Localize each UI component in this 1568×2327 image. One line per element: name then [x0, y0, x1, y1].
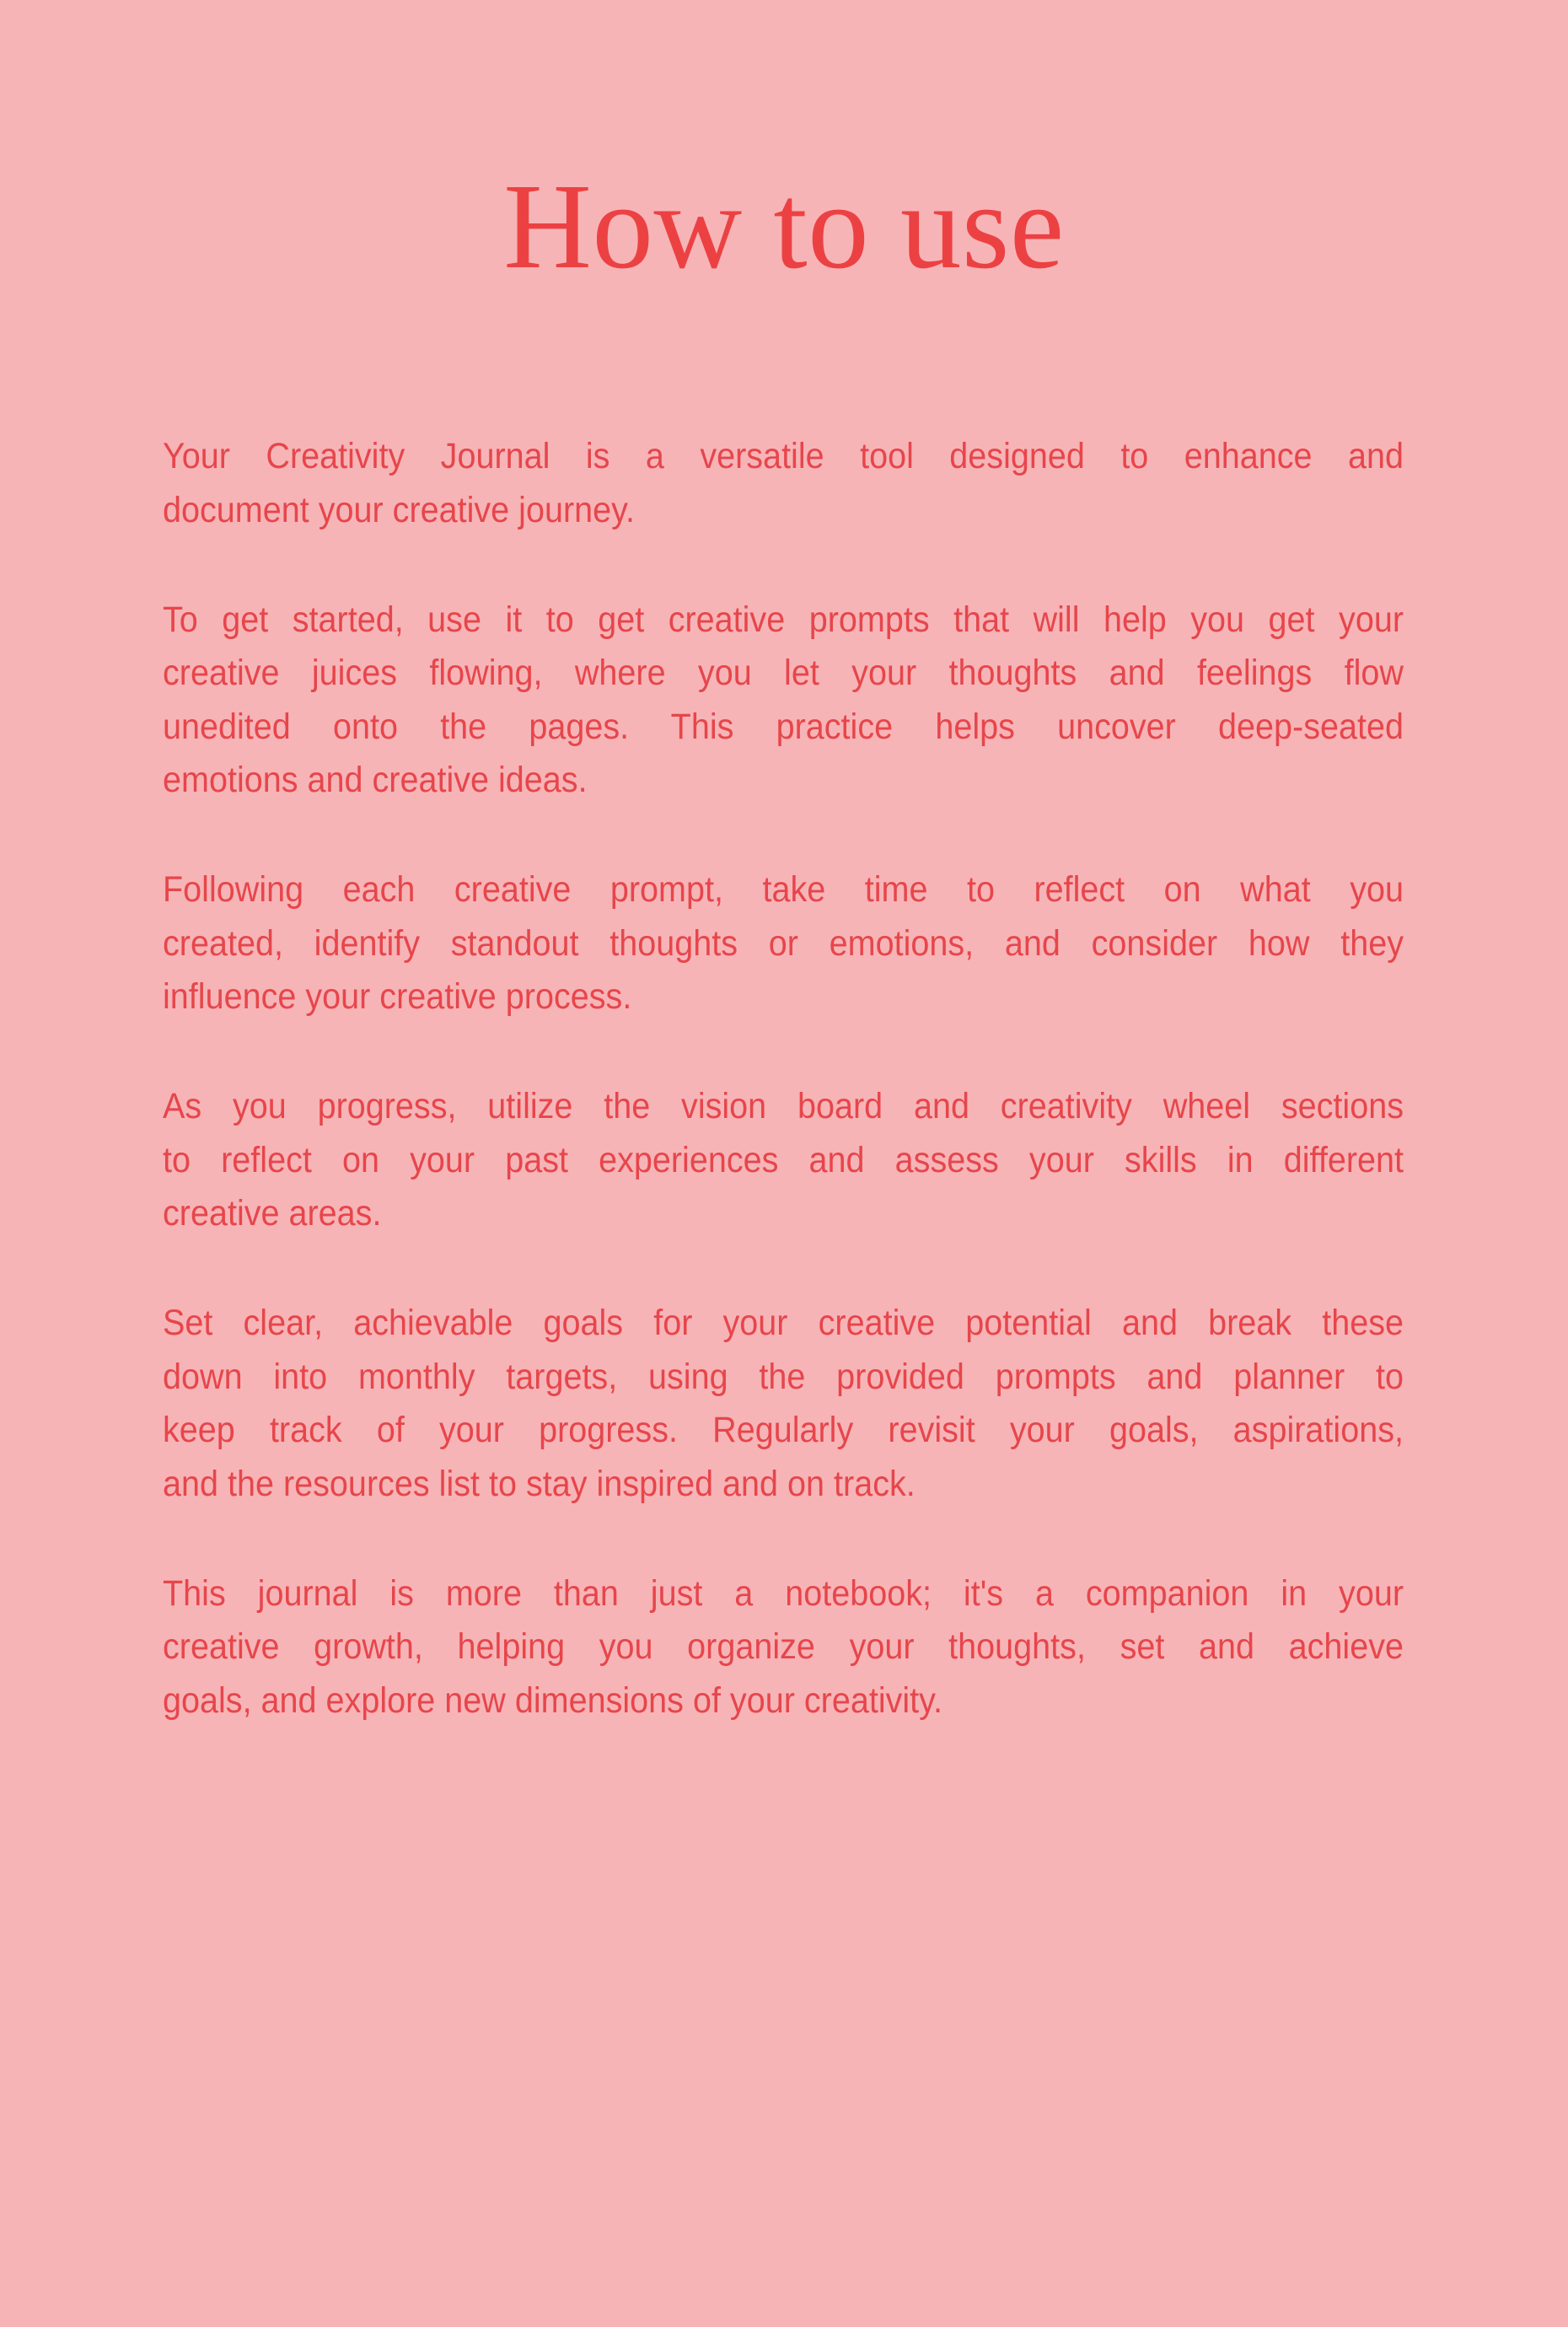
text-line: To get started, use it to get creative prompts that will help you get your [163, 599, 1404, 640]
text-line: down into monthly targets, using the provided prompts and planner to [163, 1356, 1404, 1397]
text-line: unedited onto the pages. This practice helps uncover deep-seated [163, 706, 1404, 747]
paragraph-progress [163, 1080, 1404, 1241]
instructions-body [163, 430, 1404, 1784]
page-title: How to use [503, 159, 1065, 294]
text-line: This journal is more than just a notebook; it's a companion in your [163, 1572, 1404, 1614]
text-line: emotions and creative ideas. [163, 760, 588, 800]
text-line: keep track of your progress. Regularly revisit your goals, aspirations, [163, 1410, 1404, 1450]
text-line: creative areas. [163, 1193, 382, 1233]
paragraph-intro [163, 430, 1404, 537]
text-line: Following each creative prompt, take time to reflect on what you [163, 869, 1404, 910]
text-line: goals, and explore new dimensions of your creativity. [163, 1679, 943, 1721]
text-line: influence your creative process. [163, 976, 632, 1017]
text-line: creative growth, helping you organize your thoughts, set and achieve [163, 1626, 1404, 1667]
paragraph-goals [163, 1297, 1404, 1511]
paragraph-closing [163, 1567, 1404, 1728]
text-line: Set clear, achievable goals for your creative potential and break these [163, 1303, 1404, 1343]
text-line: As you progress, utilize the vision board and creativity wheel sections [163, 1086, 1404, 1126]
text-line: Your Creativity Journal is a versatile tool designed to enhance and [163, 436, 1404, 476]
text-line: creative juices flowing, where you let your thoughts and feelings flow [163, 653, 1404, 693]
text-line: document your creative journey. [163, 489, 635, 530]
text-line: and the resources list to stay inspired and on track. [163, 1463, 916, 1504]
text-line: created, identify standout thoughts or emotions, and consider how they [163, 922, 1404, 964]
paragraph-reflection [163, 863, 1404, 1024]
text-line: to reflect on your past experiences and assess your skills in different [163, 1139, 1404, 1180]
paragraph-getting-started [163, 594, 1404, 808]
